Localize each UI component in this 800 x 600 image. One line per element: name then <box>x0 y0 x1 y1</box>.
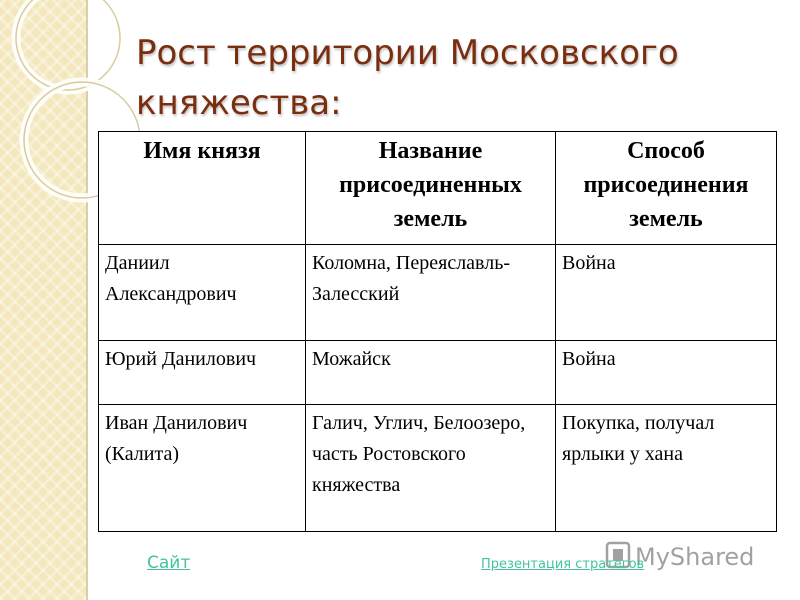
site-link[interactable]: Сайт <box>147 553 191 573</box>
watermark-text: MyShared <box>635 543 755 571</box>
cell-annexed-lands: Коломна, Переяславль-Залесский <box>306 245 556 341</box>
slide-title: Рост территории Московского княжества: <box>136 33 679 123</box>
header-prince-name: Имя князя <box>99 132 306 245</box>
principality-table <box>98 131 777 532</box>
table-row <box>99 405 777 532</box>
cell-annexed-lands: Можайск <box>306 341 556 405</box>
cell-prince-name: Юрий Данилович <box>99 341 306 405</box>
cell-annexed-lands: Галич, Углич, Белоозеро, часть Ростовского княжества <box>306 405 556 532</box>
table-row <box>99 341 777 405</box>
table-container <box>98 131 777 532</box>
presentation-link[interactable]: Презентация стратегов <box>481 557 645 572</box>
header-annexed-lands: Название присоединенных земель <box>306 132 556 245</box>
header-annexation-method: Способ присоединения земель <box>556 132 777 245</box>
cell-annexation-method: Война <box>556 245 777 341</box>
cell-annexation-method: Покупка, получал ярлыки у хана <box>556 405 777 532</box>
table-row <box>99 245 777 341</box>
cell-prince-name: Иван Данилович (Калита) <box>99 405 306 532</box>
table-header-row <box>99 132 777 245</box>
cell-annexation-method: Война <box>556 341 777 405</box>
cell-prince-name: Даниил Александрович <box>99 245 306 341</box>
